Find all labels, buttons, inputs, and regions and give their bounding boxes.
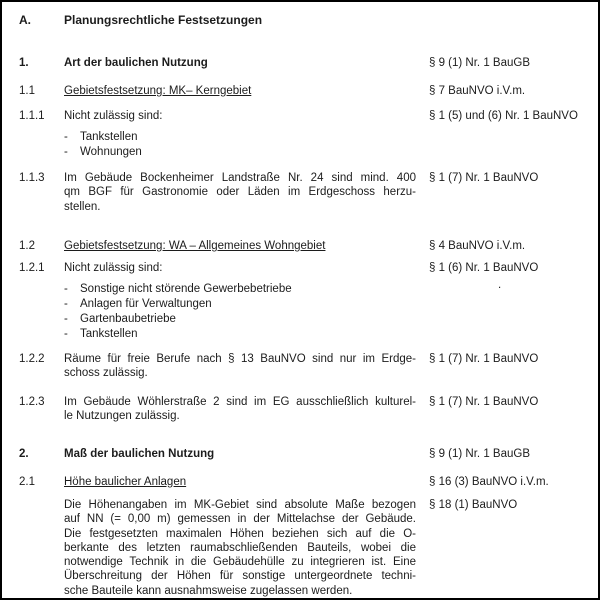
section-number: 1.1.3 (19, 172, 45, 184)
bullet-dash-icon: - (64, 283, 68, 295)
legal-reference: § 7 BauNVO i.V.m. (429, 85, 526, 97)
paragraph-line: qm BGF für Gastronomie oder Läden im Erdgeschoss herzu- (64, 186, 416, 199)
section-paragraph (64, 171, 416, 214)
section-title: Gebietsfestsetzung: MK– Kerngebiet (64, 85, 252, 97)
paragraph-line: Überschreitung der Höhen für sonstige untergeordnete techni- (64, 570, 416, 583)
legal-reference: § 1 (6) Nr. 1 BauNVO (429, 262, 539, 274)
section-number: 1.2.2 (19, 353, 45, 365)
legal-reference: § 4 BauNVO i.V.m. (429, 240, 526, 252)
paragraph-line: Die Höhenangaben im MK-Gebiet sind absolute Maße bezogen (64, 499, 416, 511)
section-text: Nicht zulässig sind: (64, 262, 163, 274)
bullet-text: Tankstellen (80, 328, 138, 340)
section-title: Art der baulichen Nutzung (64, 57, 208, 69)
paragraph-line: schoss zulässig. (64, 367, 148, 380)
section-title: Maß der baulichen Nutzung (64, 448, 215, 460)
bullet-text: Gartenbaubetriebe (80, 313, 176, 325)
paragraph-line: notwendige Technik in die Gebäudehülle zu integrieren ist. Eine (64, 556, 416, 569)
paragraph-line: Räume für freie Berufe nach § 13 BauNVO sind nur im Erdge- (64, 353, 416, 365)
section-number: 2.1 (19, 476, 35, 488)
bullet-item (64, 130, 416, 145)
legal-reference: § 18 (1) BauNVO (429, 499, 518, 511)
section-number: 1.1 (19, 85, 35, 97)
legal-reference: § 1 (7) Nr. 1 BauNVO (429, 353, 539, 365)
section-number: 2. (19, 448, 29, 460)
section-number: 1.2 (19, 240, 35, 252)
paragraph-line: Im Gebäude Bockenheimer Landstraße Nr. 24 sind mind. 400 (64, 172, 416, 184)
bullet-list (64, 130, 416, 160)
legal-reference: § 1 (7) Nr. 1 BauNVO (429, 396, 539, 408)
bullet-dash-icon: - (64, 146, 68, 158)
section-number: 1.2.3 (19, 396, 45, 408)
bullet-item (64, 145, 416, 160)
bullet-dash-icon: - (64, 298, 68, 310)
section-title: Gebietsfestsetzung: WA – Allgemeines Wohngebiet (64, 240, 326, 252)
bullet-text: Tankstellen (80, 131, 138, 143)
bullet-item (64, 327, 416, 342)
paragraph-line: stellen. (64, 200, 101, 213)
section-paragraph (64, 352, 416, 381)
legal-reference: § 9 (1) Nr. 1 BauGB (429, 448, 530, 460)
bullet-text: Sonstige nicht störende Gewerbebetriebe (80, 283, 292, 295)
bullet-dash-icon: - (64, 131, 68, 143)
section-paragraph (64, 395, 416, 424)
paragraph-line: auf NN (= 0,00 m) gemessen in der Mittelachse der Gebäude. (64, 513, 416, 526)
section-title: Höhe baulicher Anlagen (64, 476, 187, 488)
paragraph-line: sche Bauteile kann ausnahmsweise zugelassen werden. (64, 584, 353, 597)
bullet-dash-icon: - (64, 313, 68, 325)
section-paragraph (64, 498, 416, 598)
stray-scan-mark: . (498, 279, 502, 291)
paragraph-line: Die festgesetzten maximalen Höhen beziehen sich auf die O- (64, 527, 416, 540)
paragraph-line: berkante des letzten raumabschließenden Bauteils, wobei die (64, 541, 416, 554)
bullet-item (64, 282, 416, 297)
section-number: 1. (19, 57, 29, 69)
paragraph-line: le Nutzungen zulässig. (64, 410, 180, 423)
section-title: Planungsrechtliche Festsetzungen (64, 13, 263, 27)
legal-reference: § 1 (7) Nr. 1 BauNVO (429, 172, 539, 184)
bullet-list (64, 282, 416, 342)
paragraph-line: Im Gebäude Wöhlerstraße 2 sind im EG ausschließlich kulturel- (64, 396, 416, 408)
bullet-dash-icon: - (64, 328, 68, 340)
bullet-item (64, 297, 416, 312)
bullet-text: Wohnungen (80, 146, 142, 158)
section-number: 1.2.1 (19, 262, 45, 274)
section-number: 1.1.1 (19, 110, 45, 122)
bullet-text: Anlagen für Verwaltungen (80, 298, 212, 310)
legal-reference: § 16 (3) BauNVO i.V.m. (429, 476, 549, 488)
legal-reference: § 1 (5) und (6) Nr. 1 BauNVO (429, 110, 578, 122)
section-number: A. (19, 13, 31, 27)
bullet-item (64, 312, 416, 327)
section-text: Nicht zulässig sind: (64, 110, 163, 122)
legal-reference: § 9 (1) Nr. 1 BauGB (429, 57, 530, 69)
